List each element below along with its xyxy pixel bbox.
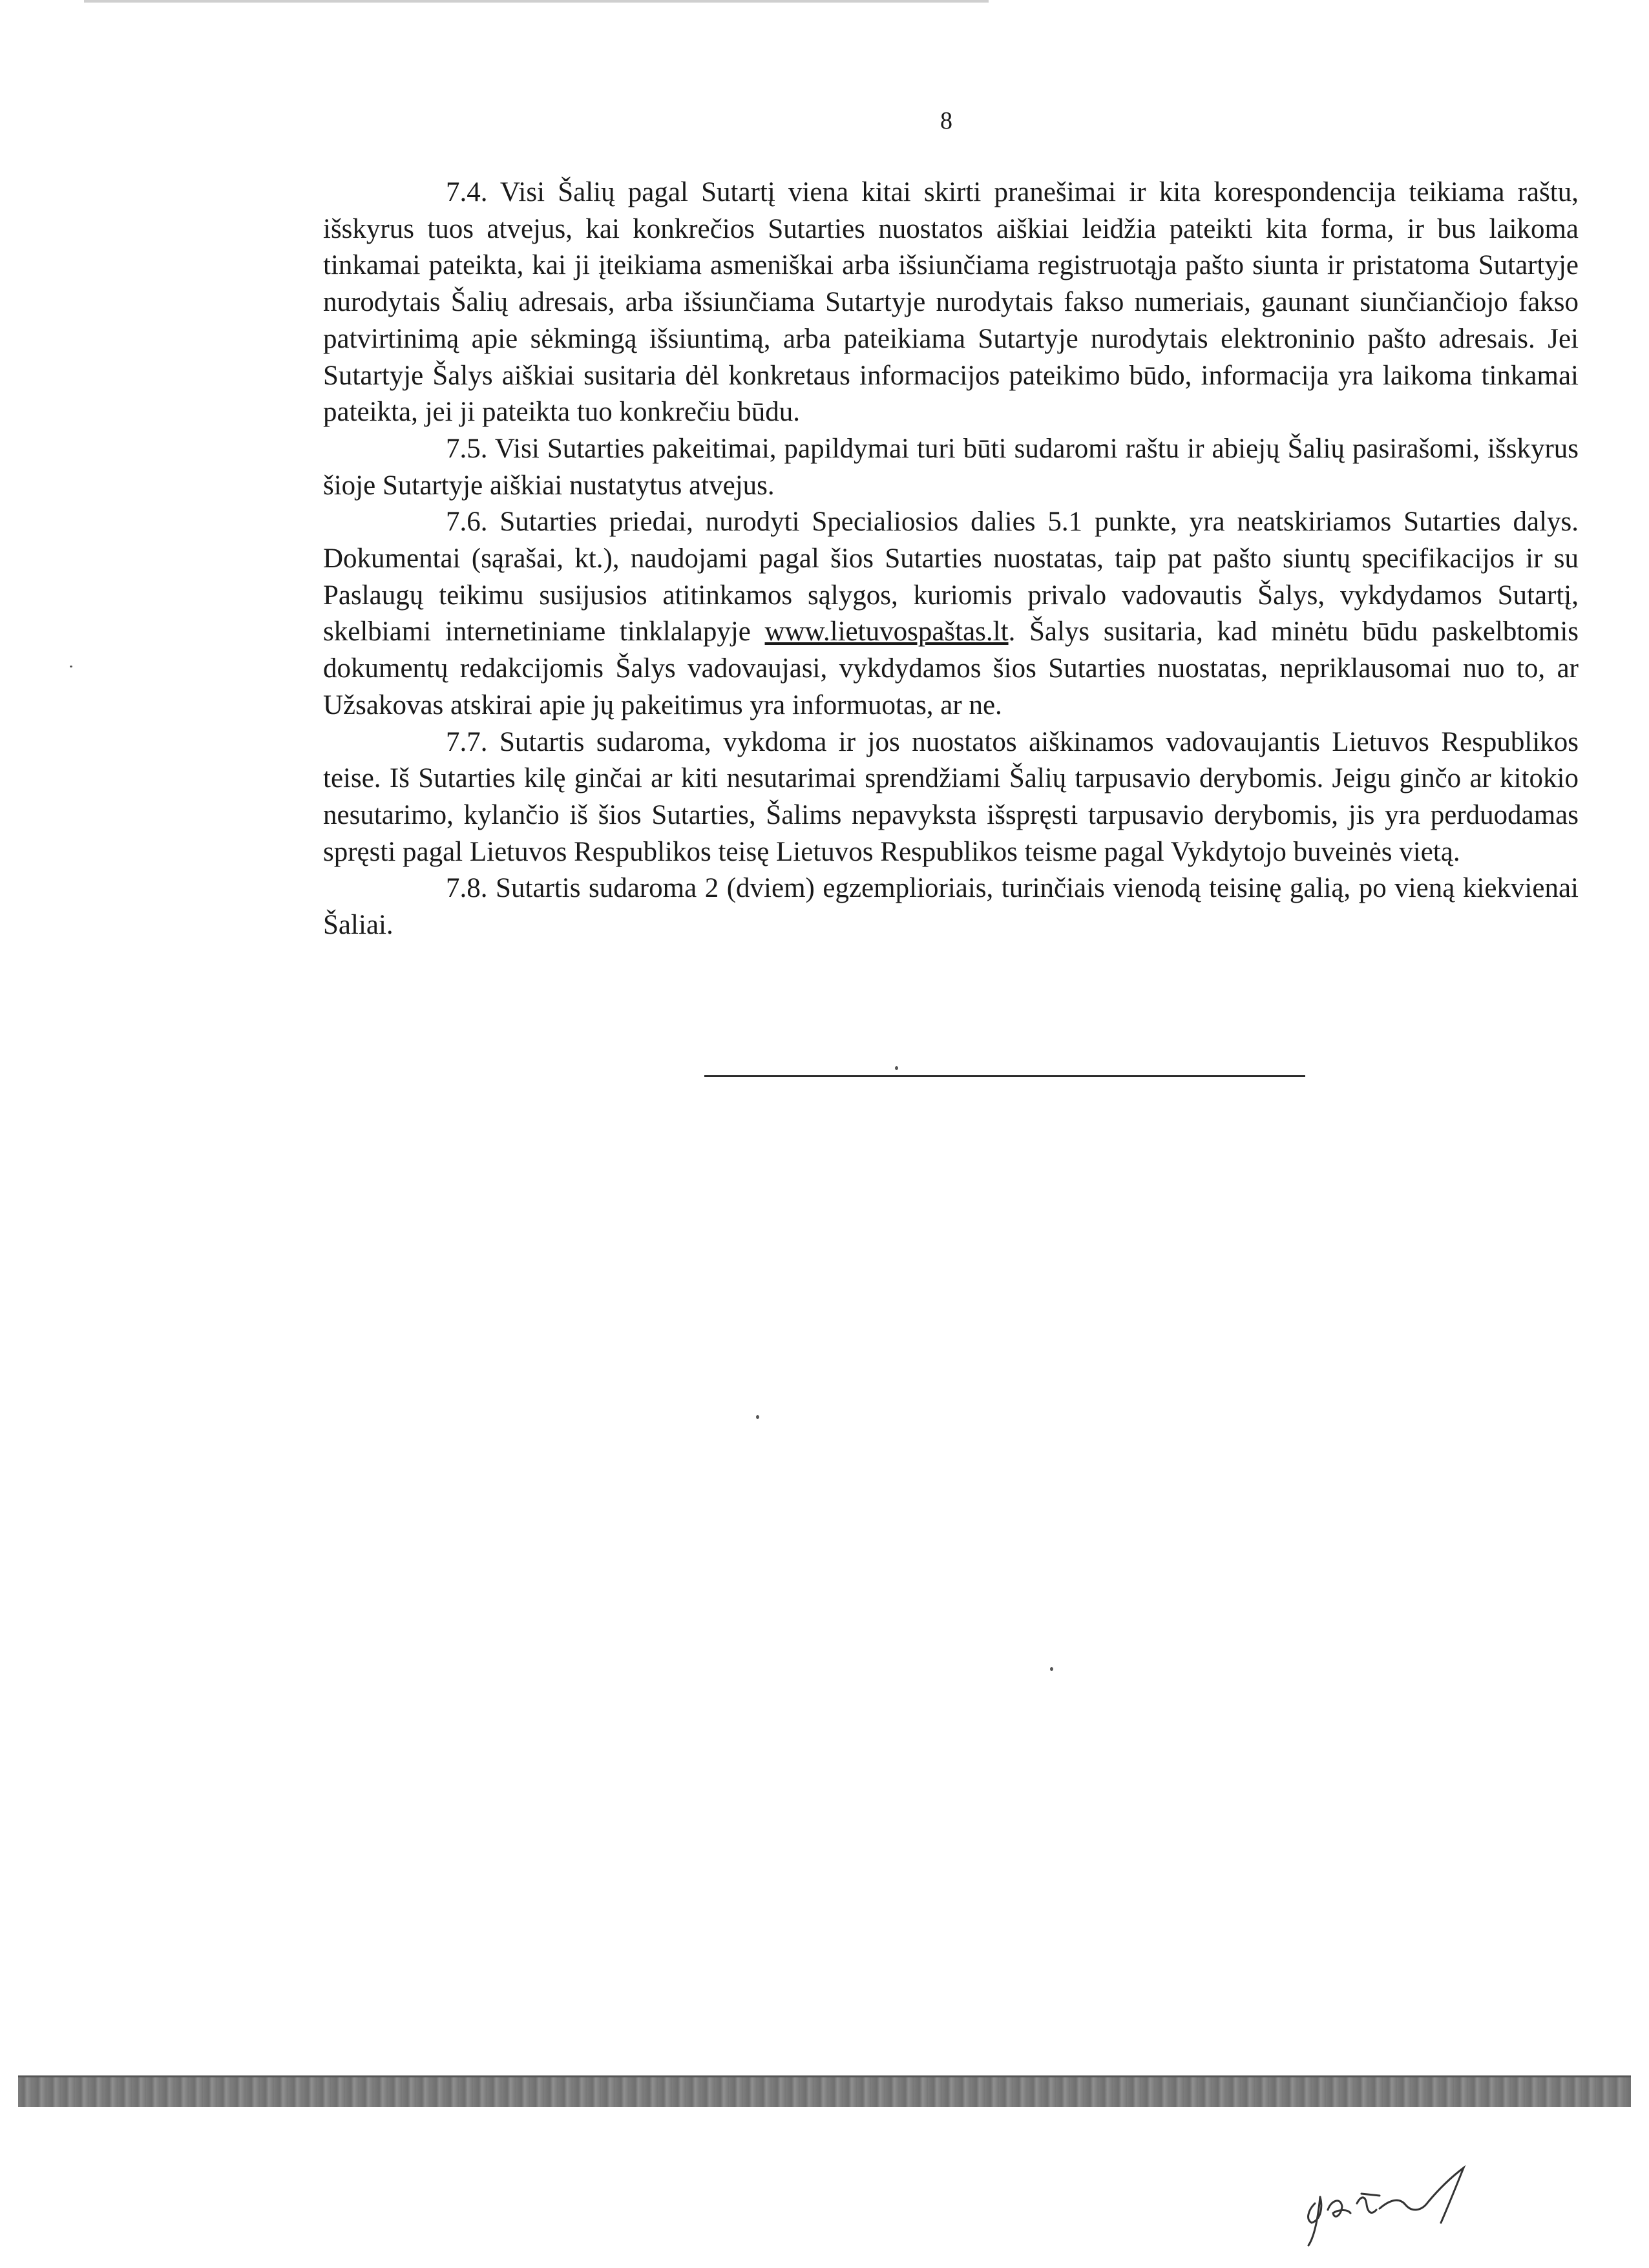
end-of-text-rule — [704, 1075, 1305, 1077]
scan-edge-line — [84, 0, 989, 3]
paragraph-7-5: 7.5. Visi Sutarties pakeitimai, papildymai turi būti sudaromi raštu ir abiejų Šalių pasirašomi, išskyrus šioje Sutartyje aiškiai nustatytus atvejus. — [323, 433, 1579, 501]
paragraph-7-6-text-start: 7.6. Sutarties priedai, nurodyti Specialiosios dalies 5.1 punkte, yra neatskiriamos Sutarties dalys. Dokumentai (sąrašai, kt.), naudojami pagal šios Sutarties nuostatas, taip pat pašto siuntų specifikacijos ir su Paslaugų teikimu susijusios atitinkamos sąlygos, kuriomis privalo vadovautis Šalys, vykdydamos Sutartį, skelbiami internetiniame tinklalapyje — [323, 507, 1579, 647]
scan-speck — [756, 1415, 759, 1419]
paragraph-7-7: 7.7. Sutartis sudaroma, vykdoma ir jos nuostatos aiškinamos vadovaujantis Lietuvos Respublikos teise. Iš Sutarties kilę ginčai ar kiti nesutarimai sprendžiami Šalių tarpusavio derybomis. Jeigu ginčo ar kitokio nesutarimo, kylančio iš šios Sutarties, Šalims nepavyksta išspręsti tarpusavio derybomis, jis yra perduodamas spręsti pagal Lietuvos Respublikos teisę Lietuvos Respublikos teisme pagal Vykdytojo buveinės vietą. — [323, 726, 1579, 867]
scan-speck — [70, 666, 72, 667]
scan-speck — [1050, 1667, 1053, 1671]
paragraph-7-6 — [323, 504, 1579, 724]
handwritten-signature — [1283, 2132, 1541, 2249]
website-link[interactable]: www.lietuvospaštas.lt — [764, 616, 1009, 647]
paragraph-7-4: 7.4. Visi Šalių pagal Sutartį viena kitai skirti pranešimai ir kita korespondencija teikiama raštu, išskyrus tuos atvejus, kai konkrečios Sutarties nuostatos aiškiai leidžia pateikti kita forma, ir bus laikoma tinkamai pateikta, kai ji įteikiama asmeniškai arba išsiunčiama registruotąja pašto siunta ir pristatoma Sutartyje nurodytais Šalių adresais, arba išsiunčiama Sutartyje nurodytais fakso numeriais, gaunant siunčiančiojo fakso patvirtinimą apie sėkmingą išsiuntimą, arba pateikiama Sutartyje nurodytais elektroninio pašto adresais. Jei Sutartyje Šalys aiškiai susitaria dėl konkretaus informacijos pateikimo būdo, informacija yra laikoma tinkamai pateikta, jei ji pateikta tuo konkrečiu būdu. — [323, 177, 1579, 428]
contract-text — [323, 174, 1579, 944]
paragraph-7-8: 7.8. Sutartis sudaroma 2 (dviem) egzemplioriais, turinčiais vienodą teisinę galią, po vieną kiekvienai Šaliai. — [323, 873, 1579, 941]
paragraph-7-6-text-end: . Šalys susitaria, kad minėtu būdu paskelbtomis dokumentų redakcijomis Šalys vadovaujasi, vykdydamos šios Sutarties nuostatas, nepriklausomai nuo to, ar Užsakovas atskirai apie jų pakeitimus yra informuotas, ar ne. — [323, 616, 1579, 720]
scan-speck — [895, 1066, 898, 1070]
scan-gray-band — [18, 2075, 1631, 2107]
page-number: 8 — [940, 107, 952, 134]
